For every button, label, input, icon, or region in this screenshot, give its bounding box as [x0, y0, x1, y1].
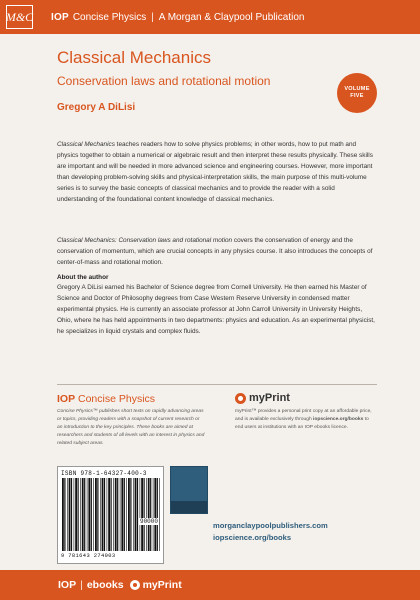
series-iop-label: IOP: [51, 11, 69, 23]
volume-label: VOLUME: [344, 86, 370, 93]
bottom-ebooks-label: ebooks: [86, 579, 124, 591]
barcode-stripe: [74, 478, 75, 551]
myprint-description: [235, 408, 377, 432]
barcode-stripe: [128, 478, 130, 551]
myprint-heading-label: myPrint: [249, 392, 290, 404]
volume-badge: [337, 73, 377, 113]
series-name: Concise Physics: [72, 11, 147, 23]
barcode-icon: [62, 478, 161, 551]
barcode-stripe: [137, 478, 138, 551]
top-bar: [0, 0, 420, 34]
barcode-stripe: [141, 478, 143, 551]
price-code: 90000: [139, 518, 158, 525]
publisher-label: A Morgan & Claypool Publication: [158, 11, 305, 23]
iop-heading-bold: IOP: [57, 393, 76, 405]
about-author-heading: About the author: [57, 274, 109, 281]
iop-concise-physics-description: Concise Physics™ publishes short texts on rapidly advancing areas or topics, providing readers with a snapshot of current research or an introduction to the key principles. These books are aimed at researchers and students of all levels with an interest in physics and related subject areas.: [57, 409, 205, 446]
barcode-stripe: [126, 478, 127, 551]
myprint-text-after: to end users at institutions with an IOP ebooks licence.: [235, 417, 369, 430]
volume-number: FIVE: [350, 93, 364, 99]
barcode-stripe: [150, 478, 151, 551]
barcode-stripe: [67, 478, 68, 551]
barcode-stripe: [78, 478, 79, 551]
iopscience-url[interactable]: iopscience.org/books: [213, 533, 292, 542]
bottom-separator: |: [80, 579, 83, 591]
barcode-stripe: [153, 478, 154, 551]
barcode-stripe: [146, 478, 147, 551]
barcode-stripe: [91, 478, 92, 551]
barcode-stripe: [64, 478, 65, 551]
description-2-italic: Classical Mechanics: Conservation laws and rotational motion: [57, 237, 233, 244]
myprint-text-before: myPrint™ provides a personal print copy at an affordable price, and is available exclusively through: [235, 409, 372, 422]
barcode-stripe: [102, 478, 104, 551]
author-name: Gregory A DiLisi: [57, 102, 136, 113]
barcode-stripe: [84, 478, 85, 551]
top-separator: |: [151, 11, 154, 23]
barcode-stripe: [120, 478, 121, 551]
bottom-myprint-label: myPrint: [142, 579, 182, 591]
barcode-stripe: [87, 478, 88, 551]
description-1-text: teaches readers how to solve physics problems; in other words, how to put math and physics together to obtain a numerical or algebraic result and then interpret these results physically. These skills are important and will be needed in more advanced science and engineering courses. However, more important than developing problem-solving skills and physical-interpretation skills, the main purpose of this multi-volume series is to survey the basic concepts of classical mechanics and to provide the reader with a solid understanding of the foundational content knowledge of classical mechanics.: [57, 141, 373, 203]
morgan-claypool-logo: M&C: [6, 5, 33, 29]
barcode-stripe: [97, 478, 98, 551]
barcode-stripe: [117, 478, 118, 551]
bottom-bar: [0, 570, 420, 600]
book-title: Classical Mechanics: [57, 48, 211, 67]
barcode-stripe: [75, 478, 77, 551]
barcode-stripe: [148, 478, 150, 551]
barcode-stripe: [111, 478, 112, 551]
barcode-stripe: [82, 478, 84, 551]
barcode-stripe: [104, 478, 105, 551]
iop-heading-rest: Concise Physics: [75, 393, 156, 405]
barcode-stripe: [62, 478, 64, 551]
barcode-stripe: [124, 478, 125, 551]
publisher-logo-band: [171, 501, 207, 513]
description-paragraph-2: [57, 236, 377, 269]
barcode-stripe: [154, 478, 156, 551]
barcode-stripe: [121, 478, 123, 551]
barcode-stripe: [144, 478, 145, 551]
barcode-stripe: [115, 478, 117, 551]
publisher-logo: [170, 466, 208, 514]
bottom-iop-label: IOP: [58, 579, 77, 591]
barcode-stripe: [159, 478, 160, 551]
barcode-stripe: [107, 478, 108, 551]
barcode-stripe: [80, 478, 81, 551]
myprint-link[interactable]: iopscience.org/books: [313, 417, 364, 422]
bottom-myprint-icon: [130, 580, 140, 590]
isbn-text: ISBN 978-1-64327-400-3: [61, 470, 147, 477]
barcode-stripe: [140, 478, 141, 551]
description-1-italic: Classical Mechanics: [57, 141, 115, 148]
section-divider: [57, 384, 377, 385]
about-author-text: Gregory A DiLisi earned his Bachelor of Science degree from Cornell University. He then earned his Master of Science and Doctor of Philosophy degrees from Case Western Reserve University in condensed matter experimental physics. He is currently an associate professor at John Carroll University in University Heights, Ohio, where he has held appointments in two departments: physics and education. As an experimental physicist, he specializes in liquid crystals and complex fluids.: [57, 284, 375, 335]
barcode-stripe: [135, 478, 137, 551]
bottom-myprint: [130, 579, 182, 591]
barcode-stripe: [113, 478, 114, 551]
barcode-stripe: [133, 478, 134, 551]
barcode-stripe: [71, 478, 72, 551]
ean-number: 9 781643 274003: [61, 553, 116, 559]
barcode-stripe: [69, 478, 71, 551]
book-subtitle: Conservation laws and rotational motion: [57, 74, 271, 88]
myprint-heading: [235, 392, 290, 404]
barcode-stripe: [88, 478, 90, 551]
barcode-stripe: [95, 478, 97, 551]
myprint-icon: [235, 393, 246, 404]
barcode-stripe: [93, 478, 94, 551]
barcode-stripe: [108, 478, 110, 551]
description-paragraph-1: [57, 140, 377, 205]
barcode: [57, 466, 164, 564]
description-2-text: covers the conservation of energy and the conservation of momentum, which are crucial concepts in any physics course. It also introduces the concepts of center-of-mass and rotational motion.: [57, 237, 373, 266]
iop-concise-physics-heading: [57, 393, 155, 405]
barcode-stripe: [130, 478, 131, 551]
publisher-url[interactable]: morganclaypoolpublishers.com: [213, 521, 328, 530]
barcode-stripe: [157, 478, 158, 551]
barcode-stripe: [100, 478, 101, 551]
